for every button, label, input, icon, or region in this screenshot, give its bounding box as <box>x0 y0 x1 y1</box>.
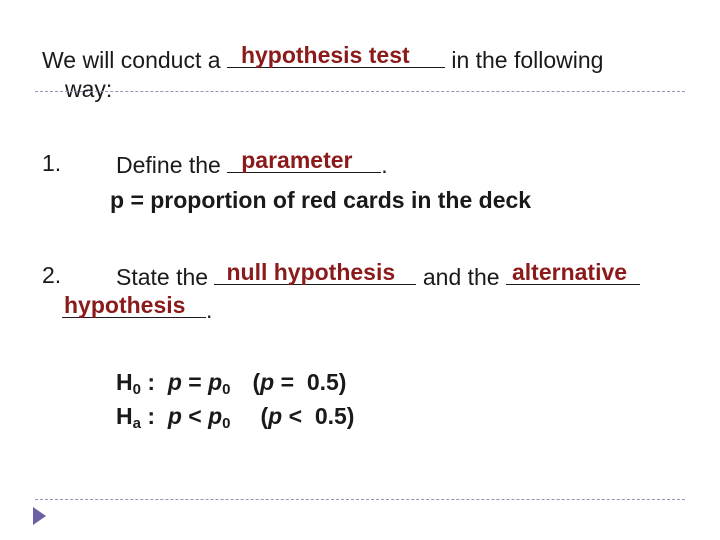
intro-line <box>42 43 603 75</box>
intro-prefix: We will conduct a <box>42 47 221 73</box>
intro-suffix: in the following <box>451 47 604 73</box>
h0-paren-open: ( <box>252 369 261 395</box>
ha-line <box>116 401 354 431</box>
h0-line <box>116 367 346 397</box>
step2-continuation <box>62 293 212 325</box>
ha-sub: a <box>132 415 141 432</box>
h0-p0-sub: 0 <box>222 381 231 398</box>
h0-eq: = <box>181 369 209 395</box>
h0-p: p <box>167 369 182 395</box>
step2-blank2-fill: alternative <box>512 259 628 285</box>
step2-blank2 <box>506 260 640 285</box>
step1-line <box>116 148 388 180</box>
ha-paren-p: p <box>268 403 283 429</box>
ha-p0: p <box>208 403 223 429</box>
h0-paren-rest: = 0.5) <box>274 369 347 395</box>
step1-end: . <box>381 152 388 178</box>
ha-p: p <box>167 403 182 429</box>
ha-paren-rest: < 0.5) <box>282 403 355 429</box>
step2-number: 2. <box>42 262 62 288</box>
step2-blank1-fill: null hypothesis <box>226 259 396 285</box>
step2-blank3 <box>62 293 206 318</box>
h0-paren-p: p <box>260 369 275 395</box>
step2-blank1 <box>214 260 416 285</box>
step1-blank <box>227 148 381 173</box>
h0-p0: p <box>208 369 223 395</box>
step1-blank-fill: parameter <box>241 147 353 173</box>
h0-sub: 0 <box>132 381 141 398</box>
step2-blank3-fill: hypothesis <box>64 292 186 318</box>
top-divider <box>35 91 685 92</box>
step2-text: State the <box>116 264 209 290</box>
intro-continuation: way: <box>65 76 113 102</box>
ha-label: H <box>116 403 133 429</box>
step2-line <box>116 260 640 292</box>
ha-sep: : <box>140 403 168 429</box>
step1-text: Define the <box>116 152 221 178</box>
h0-sep: : <box>140 369 168 395</box>
intro-blank-fill: hypothesis test <box>240 42 410 68</box>
ha-paren-open: ( <box>260 403 269 429</box>
nav-arrow-icon[interactable] <box>33 507 46 525</box>
step1-definition: p = proportion of red cards in the deck <box>110 187 532 213</box>
step1-number: 1. <box>42 150 62 176</box>
ha-p0-sub: 0 <box>222 415 231 432</box>
step2-middle: and the <box>422 264 500 290</box>
h0-label: H <box>116 369 133 395</box>
intro-blank <box>227 43 445 68</box>
ha-lt: < <box>181 403 209 429</box>
bottom-divider <box>35 499 685 500</box>
step2-end: . <box>206 297 213 323</box>
